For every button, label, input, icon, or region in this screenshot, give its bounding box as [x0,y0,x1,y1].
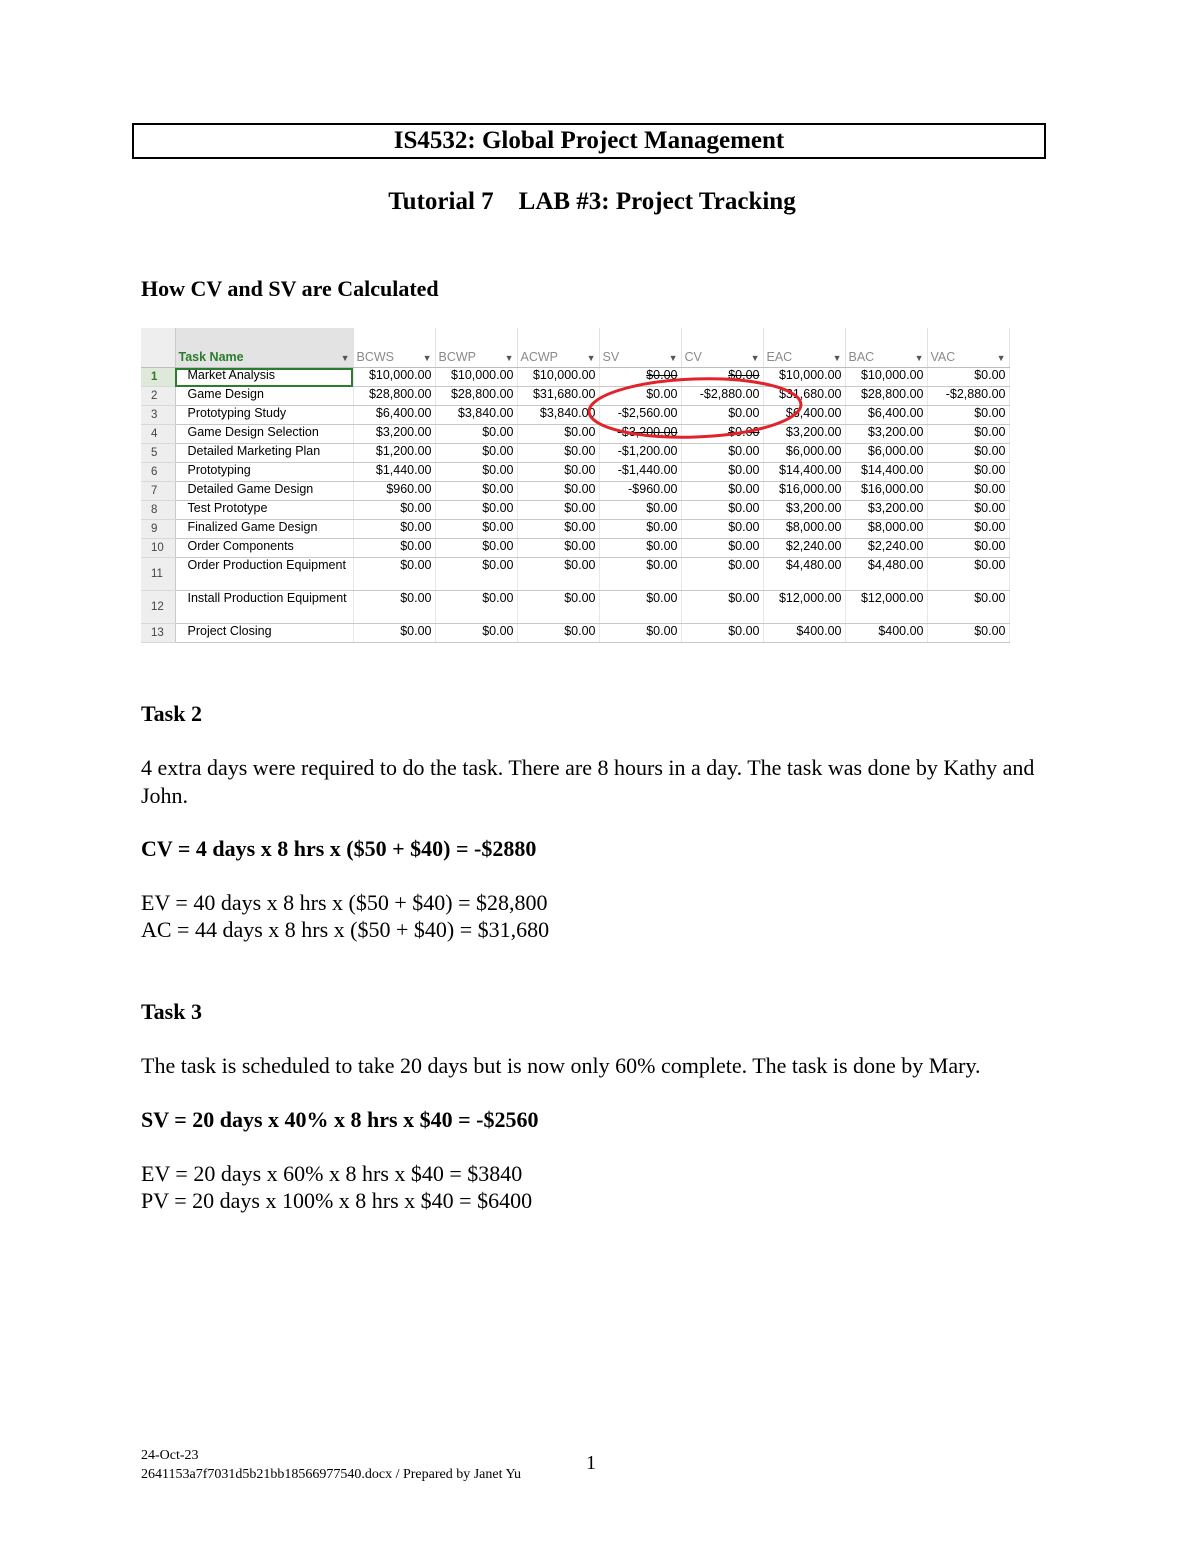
task-name-cell[interactable]: Order Components [175,539,353,558]
task2-ac-line: AC = 44 days x 8 hrs x ($50 + $40) = $31,680 [141,917,550,942]
earned-value-spreadsheet [141,328,1009,645]
bcwp-cell[interactable]: $10,000.00 [435,368,517,387]
vac-cell[interactable]: $0.00 [927,406,1009,425]
task3-ev-line: EV = 20 days x 60% x 8 hrs x $40 = $3840 [141,1161,523,1186]
table-row [141,482,1009,501]
bac-cell[interactable]: $10,000.00 [845,368,927,387]
bcws-cell[interactable]: $0.00 [353,539,435,558]
eac-cell[interactable]: $8,000.00 [763,520,845,539]
eac-cell[interactable]: $16,000.00 [763,482,845,501]
cv-cell[interactable]: $0.00 [681,539,763,558]
table-row [141,425,1009,444]
bcwp-cell[interactable]: $0.00 [435,558,517,591]
cv-cell[interactable]: $0.00 [681,444,763,463]
task3-sv-formula: SV = 20 days x 40% x 8 hrs x $40 = -$2560 [141,1107,539,1132]
section-heading: How CV and SV are Calculated [141,276,439,301]
eac-cell[interactable]: $12,000.00 [763,591,845,624]
cv-cell[interactable]: $0.00 [681,406,763,425]
table-row [141,463,1009,482]
dropdown-arrow-icon[interactable]: ▼ [340,353,350,363]
eac-cell[interactable]: $4,480.00 [763,558,845,591]
acwp-cell[interactable]: $10,000.00 [517,368,599,387]
eac-cell[interactable]: $6,000.00 [763,444,845,463]
table-row [141,406,1009,425]
bac-cell[interactable]: $6,000.00 [845,444,927,463]
sv-cell[interactable]: -$960.00 [599,482,681,501]
cv-cell[interactable]: $0.00 [681,591,763,624]
bcws-cell[interactable]: $0.00 [353,501,435,520]
row-number[interactable]: 1 [141,368,175,387]
eac-cell[interactable]: $2,240.00 [763,539,845,558]
bac-cell[interactable]: $28,800.00 [845,387,927,406]
column-header[interactable]: Task Name ▼ [175,328,353,368]
dropdown-arrow-icon[interactable]: ▼ [586,353,596,363]
bcws-cell[interactable]: $3,200.00 [353,425,435,444]
task3-heading: Task 3 [141,999,202,1024]
vac-cell[interactable]: $0.00 [927,501,1009,520]
bcws-cell[interactable]: $6,400.00 [353,406,435,425]
sv-cell[interactable]: $0.00 [599,501,681,520]
row-number[interactable]: 6 [141,463,175,482]
row-number[interactable]: 9 [141,520,175,539]
acwp-cell[interactable]: $0.00 [517,425,599,444]
column-header[interactable]: CV ▼ [681,328,763,368]
acwp-cell[interactable]: $31,680.00 [517,387,599,406]
bac-cell[interactable]: $8,000.00 [845,520,927,539]
dropdown-arrow-icon[interactable]: ▼ [996,353,1006,363]
acwp-cell[interactable]: $3,840.00 [517,406,599,425]
bcwp-cell[interactable]: $0.00 [435,444,517,463]
bac-cell[interactable]: $4,480.00 [845,558,927,591]
bcwp-cell[interactable]: $0.00 [435,482,517,501]
vac-cell[interactable]: $0.00 [927,463,1009,482]
bcwp-cell[interactable]: $0.00 [435,591,517,624]
vac-cell[interactable]: $0.00 [927,482,1009,501]
vac-cell[interactable]: $0.00 [927,591,1009,624]
table-row [141,558,1009,591]
page-number: 1 [586,1452,596,1474]
sv-cell[interactable]: $0.00 [599,558,681,591]
earned-value-table [141,328,1010,643]
column-header[interactable]: VAC ▼ [927,328,1009,368]
cv-cell[interactable]: -$2,880.00 [681,387,763,406]
sv-cell[interactable]: -$3,200.00 [599,425,681,444]
table-row [141,387,1009,406]
task2-ev-line: EV = 40 days x 8 hrs x ($50 + $40) = $28,800 [141,890,548,915]
task-name-cell[interactable]: Project Closing [175,624,353,643]
row-number[interactable]: 3 [141,406,175,425]
sv-cell[interactable]: $0.00 [599,387,681,406]
bac-cell[interactable]: $16,000.00 [845,482,927,501]
cv-cell[interactable]: $0.00 [681,463,763,482]
row-number[interactable]: 7 [141,482,175,501]
table-row [141,368,1009,387]
bac-cell[interactable]: $14,400.00 [845,463,927,482]
acwp-cell[interactable]: $0.00 [517,520,599,539]
bcws-cell[interactable]: $1,200.00 [353,444,435,463]
table-row [141,539,1009,558]
task-name-cell[interactable]: Test Prototype [175,501,353,520]
bac-cell[interactable]: $6,400.00 [845,406,927,425]
vac-cell[interactable]: $0.00 [927,444,1009,463]
table-body [141,368,1009,643]
eac-cell[interactable]: $14,400.00 [763,463,845,482]
vac-cell[interactable]: $0.00 [927,520,1009,539]
vac-cell[interactable]: $0.00 [927,368,1009,387]
acwp-cell[interactable]: $0.00 [517,624,599,643]
dropdown-arrow-icon[interactable]: ▼ [504,353,514,363]
table-row [141,444,1009,463]
column-header[interactable]: BCWS ▼ [353,328,435,368]
dropdown-arrow-icon[interactable]: ▼ [914,353,924,363]
footer-filename: 2641153a7f7031d5b21bb18566977540.docx / Prepared by Janet Yu [141,1467,522,1482]
dropdown-arrow-icon[interactable]: ▼ [422,353,432,363]
bcws-cell[interactable]: $1,440.00 [353,463,435,482]
cv-cell[interactable]: $0.00 [681,520,763,539]
row-number[interactable]: 2 [141,387,175,406]
task-name-cell[interactable]: Game Design Selection [175,425,353,444]
task-name-cell[interactable]: Market Analysis [175,368,353,387]
vac-cell[interactable]: $0.00 [927,539,1009,558]
cv-cell[interactable]: $0.00 [681,425,763,444]
acwp-cell[interactable]: $0.00 [517,501,599,520]
column-header[interactable]: EAC ▼ [763,328,845,368]
table-row [141,591,1009,624]
dropdown-arrow-icon[interactable]: ▼ [668,353,678,363]
task-name-cell[interactable]: Prototyping [175,463,353,482]
dropdown-arrow-icon[interactable]: ▼ [750,353,760,363]
sv-cell[interactable]: -$1,440.00 [599,463,681,482]
bac-cell[interactable]: $2,240.00 [845,539,927,558]
bac-cell[interactable]: $3,200.00 [845,425,927,444]
eac-cell[interactable]: $3,200.00 [763,425,845,444]
acwp-cell[interactable]: $0.00 [517,558,599,591]
vac-cell[interactable]: -$2,880.00 [927,387,1009,406]
task-name-cell[interactable]: Prototyping Study [175,406,353,425]
bcws-cell[interactable]: $10,000.00 [353,368,435,387]
bcwp-cell[interactable]: $0.00 [435,425,517,444]
column-header[interactable]: SV ▼ [599,328,681,368]
table-row [141,624,1009,643]
column-header[interactable]: BAC ▼ [845,328,927,368]
acwp-cell[interactable]: $0.00 [517,463,599,482]
bcwp-cell[interactable]: $3,840.00 [435,406,517,425]
vac-cell[interactable]: $0.00 [927,558,1009,591]
task2-description: 4 extra days were required to do the task. There are 8 hours in a day. The task was done by Kathy and John. [141,755,1035,808]
footer-date: 24-Oct-23 [141,1448,199,1463]
row-number[interactable]: 8 [141,501,175,520]
bcwp-cell[interactable]: $0.00 [435,539,517,558]
eac-cell[interactable]: $400.00 [763,624,845,643]
bcws-cell[interactable]: $28,800.00 [353,387,435,406]
task-name-cell[interactable]: Detailed Marketing Plan [175,444,353,463]
bcws-cell[interactable]: $0.00 [353,520,435,539]
table-row [141,520,1009,539]
document-subtitle: Tutorial 7 LAB #3: Project Tracking [388,188,796,215]
bcwp-cell[interactable]: $28,800.00 [435,387,517,406]
row-number[interactable]: 4 [141,425,175,444]
bcws-cell[interactable]: $0.00 [353,558,435,591]
acwp-cell[interactable]: $0.00 [517,591,599,624]
sv-cell[interactable]: $0.00 [599,368,681,387]
eac-cell[interactable]: $10,000.00 [763,368,845,387]
task3-pv-line: PV = 20 days x 100% x 8 hrs x $40 = $6400 [141,1188,533,1213]
acwp-cell[interactable]: $0.00 [517,444,599,463]
vac-cell[interactable]: $0.00 [927,624,1009,643]
row-number[interactable]: 12 [141,591,175,624]
bcws-cell[interactable]: $0.00 [353,624,435,643]
task2-heading: Task 2 [141,701,202,726]
bac-cell[interactable]: $3,200.00 [845,501,927,520]
row-number[interactable]: 11 [141,558,175,591]
task-name-cell[interactable]: Game Design [175,387,353,406]
sv-cell[interactable]: $0.00 [599,624,681,643]
footer [141,1446,521,1484]
row-number[interactable]: 13 [141,624,175,643]
eac-cell[interactable]: $31,680.00 [763,387,845,406]
task-name-cell[interactable]: Detailed Game Design [175,482,353,501]
sv-cell[interactable]: -$1,200.00 [599,444,681,463]
task2-cv-formula: CV = 4 days x 8 hrs x ($50 + $40) = -$2880 [141,836,537,861]
sv-cell[interactable]: -$2,560.00 [599,406,681,425]
row-number[interactable]: 10 [141,539,175,558]
task-name-cell[interactable]: Install Production Equipment [175,591,353,624]
corner-cell [141,328,175,368]
eac-cell[interactable]: $3,200.00 [763,501,845,520]
cv-cell[interactable]: $0.00 [681,624,763,643]
sv-cell[interactable]: $0.00 [599,539,681,558]
row-number[interactable]: 5 [141,444,175,463]
bcws-cell[interactable]: $960.00 [353,482,435,501]
task-name-cell[interactable]: Finalized Game Design [175,520,353,539]
cv-cell[interactable]: $0.00 [681,501,763,520]
column-header[interactable]: BCWP ▼ [435,328,517,368]
cv-cell[interactable]: $0.00 [681,558,763,591]
bac-cell[interactable]: $12,000.00 [845,591,927,624]
cv-cell[interactable]: $0.00 [681,368,763,387]
cv-cell[interactable]: $0.00 [681,482,763,501]
acwp-cell[interactable]: $0.00 [517,482,599,501]
document-title: IS4532: Global Project Management [132,123,1046,159]
bcwp-cell[interactable]: $0.00 [435,501,517,520]
table-row [141,501,1009,520]
bcwp-cell[interactable]: $0.00 [435,624,517,643]
bcws-cell[interactable]: $0.00 [353,591,435,624]
vac-cell[interactable]: $0.00 [927,425,1009,444]
sv-cell[interactable]: $0.00 [599,591,681,624]
dropdown-arrow-icon[interactable]: ▼ [832,353,842,363]
bcwp-cell[interactable]: $0.00 [435,463,517,482]
acwp-cell[interactable]: $0.00 [517,539,599,558]
eac-cell[interactable]: $6,400.00 [763,406,845,425]
bac-cell[interactable]: $400.00 [845,624,927,643]
header-row [141,328,1009,368]
task3-description: The task is scheduled to take 20 days but is now only 60% complete. The task is done by Mary. [141,1053,981,1078]
column-header[interactable]: ACWP ▼ [517,328,599,368]
sv-cell[interactable]: $0.00 [599,520,681,539]
bcwp-cell[interactable]: $0.00 [435,520,517,539]
task-name-cell[interactable]: Order Production Equipment [175,558,353,591]
